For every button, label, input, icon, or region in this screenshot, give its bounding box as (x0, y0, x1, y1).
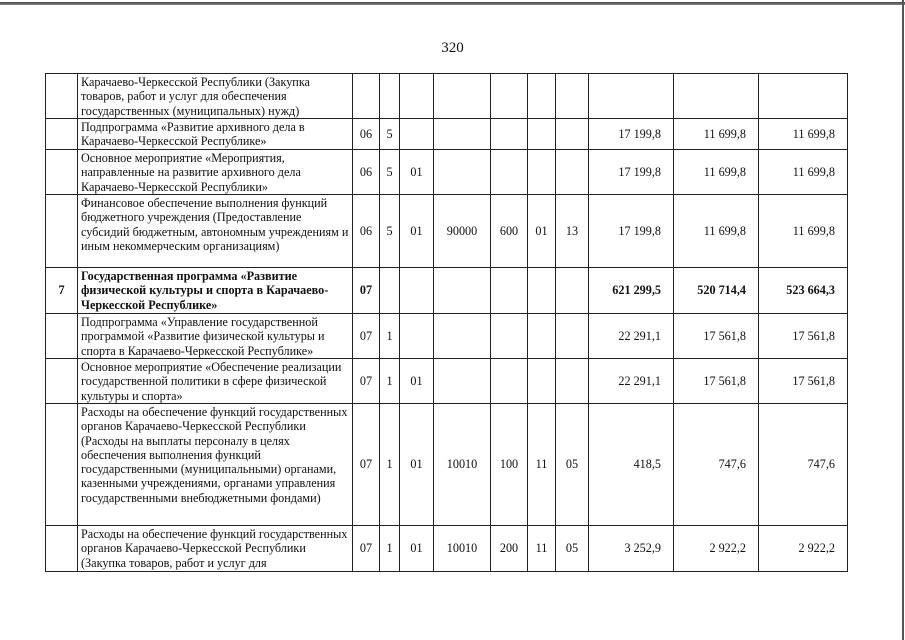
code-subsection (556, 74, 589, 119)
code-section (528, 359, 556, 404)
code-program: 07 (353, 359, 380, 404)
row-name: Расходы на обеспечение функций государственных органов Карачаево-Черкесской Республики (Расходы на выплаты персоналу в целях обеспечения выполнения функций государственными (муниципальными) органами, казенными учреждениями, органами управления государственными внебюджетными фондами) (78, 404, 353, 526)
row-number: 7 (46, 268, 78, 314)
budget-table-body (46, 74, 848, 572)
amount-year-2: 17 561,8 (674, 359, 759, 404)
code-measure (400, 268, 434, 314)
amount-year-1: 3 252,9 (589, 526, 674, 572)
code-program (353, 74, 380, 119)
table-row (46, 268, 848, 314)
code-subsection (556, 314, 589, 359)
table-row (46, 119, 848, 150)
code-subprogram: 5 (380, 195, 400, 268)
code-measure: 01 (400, 404, 434, 526)
code-measure: 01 (400, 359, 434, 404)
amount-year-3: 2 922,2 (759, 526, 848, 572)
code-subsection: 05 (556, 404, 589, 526)
row-number (46, 119, 78, 150)
code-section (528, 74, 556, 119)
scan-right-edge (902, 0, 904, 640)
code-subsection (556, 268, 589, 314)
code-subprogram (380, 74, 400, 119)
code-expense-type (491, 74, 528, 119)
amount-year-3: 523 664,3 (759, 268, 848, 314)
code-expense-type (491, 314, 528, 359)
code-section (528, 314, 556, 359)
code-direction (434, 314, 491, 359)
code-expense-type: 200 (491, 526, 528, 572)
code-expense-type (491, 268, 528, 314)
row-name: Основное мероприятие «Обеспечение реализации государственной политики в сфере физической культуры и спорта» (78, 359, 353, 404)
code-direction (434, 268, 491, 314)
code-direction (434, 150, 491, 195)
row-name: Государственная программа «Развитие физической культуры и спорта в Карачаево-Черкесской Республике» (78, 268, 353, 314)
code-program: 07 (353, 526, 380, 572)
table-row (46, 359, 848, 404)
amount-year-2: 11 699,8 (674, 195, 759, 268)
amount-year-1: 418,5 (589, 404, 674, 526)
code-section: 11 (528, 404, 556, 526)
code-program: 06 (353, 195, 380, 268)
amount-year-3: 11 699,8 (759, 119, 848, 150)
amount-year-1: 17 199,8 (589, 150, 674, 195)
code-direction: 10010 (434, 526, 491, 572)
code-direction: 10010 (434, 404, 491, 526)
code-subprogram: 5 (380, 119, 400, 150)
amount-year-2 (674, 74, 759, 119)
amount-year-2: 11 699,8 (674, 150, 759, 195)
code-subprogram: 1 (380, 314, 400, 359)
amount-year-2: 17 561,8 (674, 314, 759, 359)
budget-table (45, 73, 848, 572)
amount-year-3: 11 699,8 (759, 195, 848, 268)
row-name: Основное мероприятие «Мероприятия, направленные на развитие архивного дела Карачаево-Черкесской Республики» (78, 150, 353, 195)
amount-year-1: 22 291,1 (589, 359, 674, 404)
row-name: Карачаево-Черкесской Республики (Закупка товаров, работ и услуг для обеспечения государственных (муниципальных) нужд) (78, 74, 353, 119)
code-section (528, 119, 556, 150)
row-number (46, 526, 78, 572)
code-direction (434, 119, 491, 150)
code-section: 01 (528, 195, 556, 268)
code-section: 11 (528, 526, 556, 572)
code-subprogram: 5 (380, 150, 400, 195)
code-program: 07 (353, 314, 380, 359)
code-measure: 01 (400, 150, 434, 195)
code-measure (400, 74, 434, 119)
code-program: 06 (353, 150, 380, 195)
code-measure: 01 (400, 195, 434, 268)
row-number (46, 314, 78, 359)
code-program: 06 (353, 119, 380, 150)
code-subprogram: 1 (380, 404, 400, 526)
code-measure (400, 314, 434, 359)
amount-year-2: 2 922,2 (674, 526, 759, 572)
code-expense-type: 100 (491, 404, 528, 526)
amount-year-1: 22 291,1 (589, 314, 674, 359)
code-subsection (556, 359, 589, 404)
scan-top-edge (0, 2, 905, 5)
code-direction: 90000 (434, 195, 491, 268)
code-expense-type (491, 119, 528, 150)
code-expense-type: 600 (491, 195, 528, 268)
amount-year-2: 747,6 (674, 404, 759, 526)
amount-year-1: 621 299,5 (589, 268, 674, 314)
row-number (46, 74, 78, 119)
code-subprogram: 1 (380, 526, 400, 572)
code-expense-type (491, 150, 528, 195)
code-subprogram: 1 (380, 359, 400, 404)
row-name (78, 526, 353, 572)
code-section (528, 268, 556, 314)
code-expense-type (491, 359, 528, 404)
page-number: 320 (441, 40, 464, 56)
code-subsection: 05 (556, 526, 589, 572)
row-name: Подпрограмма «Развитие архивного дела в Карачаево-Черкесской Республике» (78, 119, 353, 150)
amount-year-2: 11 699,8 (674, 119, 759, 150)
amount-year-1: 17 199,8 (589, 119, 674, 150)
code-measure: 01 (400, 526, 434, 572)
code-program: 07 (353, 404, 380, 526)
amount-year-3: 17 561,8 (759, 359, 848, 404)
row-number (46, 195, 78, 268)
amount-year-2: 520 714,4 (674, 268, 759, 314)
code-measure (400, 119, 434, 150)
code-subprogram (380, 268, 400, 314)
amount-year-3 (759, 74, 848, 119)
row-number (46, 404, 78, 526)
amount-year-3: 11 699,8 (759, 150, 848, 195)
table-row (46, 74, 848, 119)
code-direction (434, 359, 491, 404)
code-section (528, 150, 556, 195)
table-row (46, 526, 848, 572)
code-subsection (556, 119, 589, 150)
row-name: Подпрограмма «Управление государственной программой «Развитие физической культуры и спорта в Карачаево-Черкесской Республике» (78, 314, 353, 359)
amount-year-1 (589, 74, 674, 119)
amount-year-3: 747,6 (759, 404, 848, 526)
table-row (46, 195, 848, 268)
code-direction (434, 74, 491, 119)
row-name-text: Расходы на обеспечение функций государственных органов Карачаево-Черкесской Республики (Закупка товаров, работ и услуг для (81, 527, 348, 570)
table-row (46, 150, 848, 195)
row-name: Финансовое обеспечение выполнения функций бюджетного учреждения (Предоставление субсидий бюджетным, автономным учреждениям и иным некоммерческим организациям) (78, 195, 353, 268)
amount-year-3: 17 561,8 (759, 314, 848, 359)
code-program: 07 (353, 268, 380, 314)
row-number (46, 359, 78, 404)
table-row (46, 314, 848, 359)
table-row (46, 404, 848, 526)
code-subsection (556, 150, 589, 195)
amount-year-1: 17 199,8 (589, 195, 674, 268)
code-subsection: 13 (556, 195, 589, 268)
row-number (46, 150, 78, 195)
